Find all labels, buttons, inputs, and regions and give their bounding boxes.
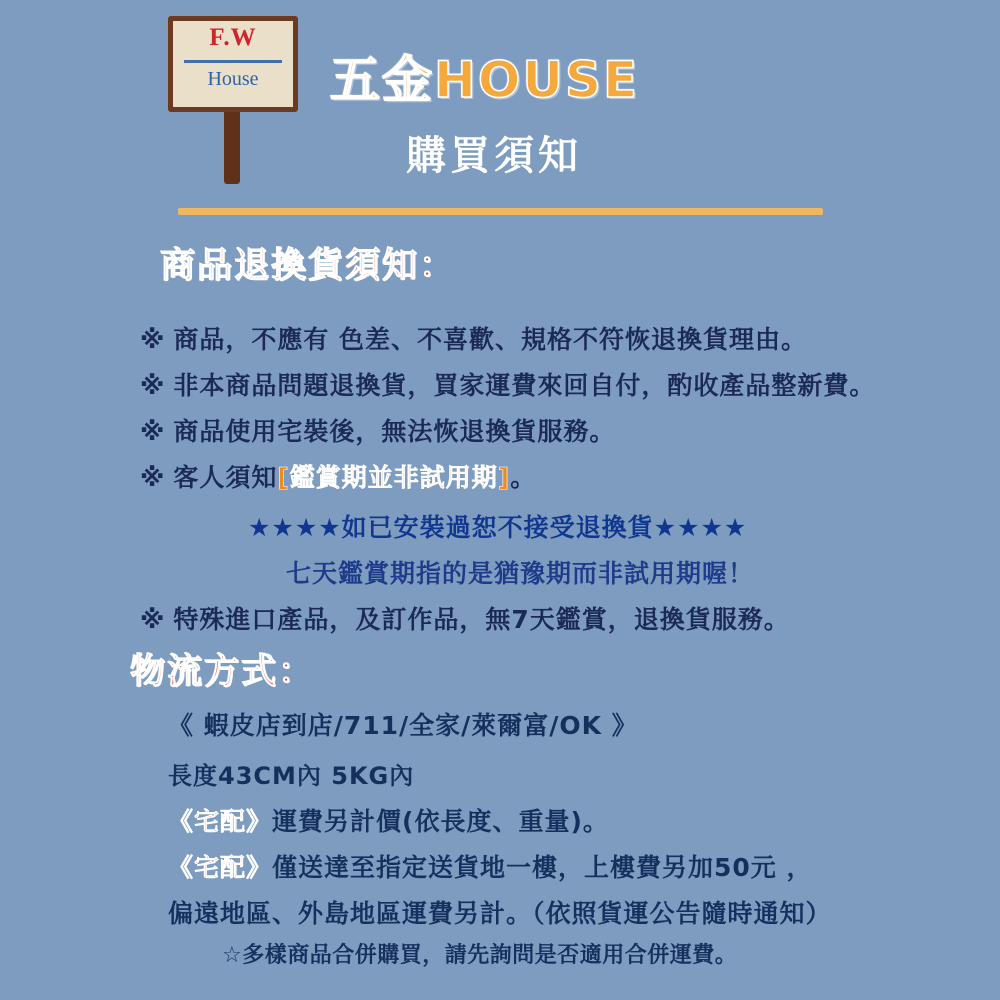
list-item bbox=[140, 412, 615, 448]
bullet-mark: ※ bbox=[140, 371, 166, 400]
sign-brand-initials: F.W bbox=[209, 24, 257, 51]
list-item-text: 非本商品問題退換貨，買家運費來回自付，酌收產品整新費。 bbox=[173, 371, 876, 400]
customer-notice-highlight: [鑑賞期並非試用期] bbox=[277, 463, 511, 492]
sign-divider bbox=[184, 60, 282, 63]
home-delivery-tag: 《宅配》 bbox=[168, 807, 273, 836]
bullet-mark: ※ bbox=[140, 605, 166, 634]
home-delivery-limit-line bbox=[168, 848, 813, 884]
shipping-convenience-line: 《 蝦皮店到店/711/全家/萊爾富/OK 》 bbox=[168, 711, 638, 740]
customer-notice-prefix: 客人須知 bbox=[173, 463, 278, 492]
shipping-size-line: 長度43CM內 5KG內 bbox=[168, 762, 415, 790]
special-import-item bbox=[140, 600, 790, 636]
page-title: 五金HOUSE bbox=[330, 51, 640, 109]
sign-post bbox=[224, 112, 240, 184]
shipping-section-title: 物流方式： bbox=[130, 652, 316, 692]
installed-warning-line: ★★★★如已安裝過恕不接受退換貨★★★★ bbox=[248, 513, 748, 542]
list-item-text: 商品，不應有 色差、不喜歡、規格不符恢退換貨理由。 bbox=[173, 325, 808, 354]
shop-sign-icon bbox=[168, 16, 298, 112]
page-subtitle: 購買須知 bbox=[406, 133, 582, 179]
bullet-mark: ※ bbox=[140, 417, 166, 446]
list-item bbox=[140, 320, 807, 356]
special-import-text: 特殊進口產品，及訂作品，無7天鑑賞，退換貨服務。 bbox=[173, 605, 790, 634]
bullet-mark: ※ bbox=[140, 463, 166, 492]
list-item-text: 商品使用宅裝後，無法恢退換貨服務。 bbox=[173, 417, 616, 446]
home-delivery-fee-text: 運費另計價(依長度、重量)。 bbox=[272, 807, 609, 836]
cooling-off-note: 七天鑑賞期指的是猶豫期而非試用期喔！ bbox=[286, 559, 755, 588]
bullet-mark: ※ bbox=[140, 325, 166, 354]
returns-section-title: 商品退換貨須知： bbox=[160, 246, 457, 286]
home-delivery-fee-line bbox=[168, 802, 609, 838]
customer-notice-suffix: 。 bbox=[510, 463, 537, 492]
list-item bbox=[140, 366, 875, 402]
remote-area-line: 偏遠地區、外島地區運費另計。（依照貨運公告隨時通知） bbox=[168, 899, 832, 928]
combine-shipping-line: ☆多樣商品合併購買，請先詢問是否適用合併運費。 bbox=[222, 943, 738, 968]
header-divider bbox=[178, 208, 823, 215]
home-delivery-limit-text: 僅送達至指定送貨地一樓，上樓費另加50元 ， bbox=[272, 853, 813, 882]
customer-notice-item bbox=[140, 458, 536, 494]
page-header bbox=[0, 0, 1000, 200]
home-delivery-tag: 《宅配》 bbox=[168, 853, 273, 882]
sign-brand-word: House bbox=[207, 68, 259, 90]
